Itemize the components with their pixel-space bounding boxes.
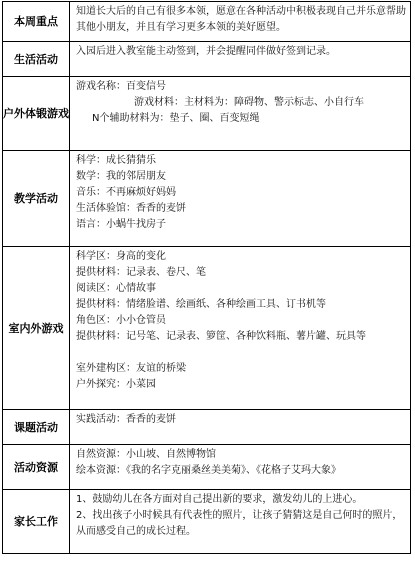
label-parent-work: 家长工作 <box>3 490 70 554</box>
text-line: 音乐：不再麻烦好妈妈 <box>76 187 176 198</box>
text-line: 科学区：身高的变化 <box>76 251 166 262</box>
text-line: 提供材料：情绪脸谱、绘画纸、各种绘画工具、订书机等 <box>76 299 326 310</box>
row-parent-work <box>3 490 411 554</box>
content-daily-life <box>70 42 411 77</box>
content-activity-resources <box>70 445 411 490</box>
content-teaching <box>70 151 411 247</box>
plan-table-wrapper <box>2 1 411 554</box>
row-teaching <box>3 151 411 247</box>
text-line: 游戏材料：主材料为：障碍物、警示标志、小自行车 <box>134 97 364 108</box>
label-activity-resources: 活动资源 <box>3 445 70 490</box>
row-outdoor-games <box>3 77 411 151</box>
label-teaching: 教学活动 <box>3 151 70 247</box>
text-line: 室外建构区：友谊的桥梁 <box>76 363 186 374</box>
content-weekly-focus <box>70 2 411 42</box>
label-indoor-outdoor-games: 室内外游戏 <box>3 247 70 410</box>
text-line: 科学：成长猜猜乐 <box>76 155 156 166</box>
row-daily-life <box>3 42 411 77</box>
text-line: 1、鼓励幼儿在各方面对自己提出新的要求，激发幼儿的上进心。 <box>76 494 363 505</box>
content-outdoor-games <box>70 77 411 151</box>
text-line: 户外探究：小菜园 <box>76 379 156 390</box>
text-line: 知道长大后的自己有很多本领，愿意在各种活动中积极表现自己并乐意帮助其他小朋友，并且有学习更多本领的美好愿望。 <box>76 6 406 33</box>
text-line: 提供材料：记号笔、记录表、箩筐、各种饮料瓶、薯片罐、玩具等 <box>76 331 366 342</box>
text-line: 游戏名称：百变信号 <box>76 81 166 92</box>
label-topic-activity: 课题活动 <box>3 410 70 445</box>
text-line: 角色区：小小仓管员 <box>76 315 166 326</box>
row-topic-activity <box>3 410 411 445</box>
text-line: 2、找出孩子小时候具有代表性的照片，让孩子猜猜这是自己何时的照片，从而感受自己的成长过程。 <box>76 510 403 537</box>
label-outdoor-games: 户外体锻游戏 <box>3 77 70 151</box>
row-activity-resources <box>3 445 411 490</box>
text-line: 自然资源：小山坡、自然博物馆 <box>76 449 216 460</box>
weekly-plan-table <box>2 1 411 554</box>
row-weekly-focus <box>3 2 411 42</box>
text-line: 数学：我的邻居朋友 <box>76 171 166 182</box>
text-line: N个辅助材料为：垫子、圈、百变短绳 <box>92 113 260 124</box>
label-daily-life: 生活活动 <box>3 42 70 77</box>
text-line: 阅读区：心情故事 <box>76 283 156 294</box>
text-line: 提供材料：记录表、卷尺、笔 <box>76 267 206 278</box>
text-line: 语言：小蜗牛找房子 <box>76 219 166 230</box>
text-line: 实践活动：香香的麦饼 <box>76 414 176 425</box>
text-line: 入园后进入教室能主动签到，并会提醒同伴做好签到记录。 <box>76 46 336 57</box>
row-indoor-outdoor-games <box>3 247 411 410</box>
text-line: 绘本资源：《我的名字克丽桑丝美美菊》、《花格子艾玛大象》 <box>76 465 341 476</box>
content-topic-activity <box>70 410 411 445</box>
spacer <box>76 345 406 361</box>
content-parent-work <box>70 490 411 554</box>
content-indoor-outdoor-games <box>70 247 411 410</box>
text-line: 生活体验馆：香香的麦饼 <box>76 203 186 214</box>
label-weekly-focus: 本周重点 <box>3 2 70 42</box>
